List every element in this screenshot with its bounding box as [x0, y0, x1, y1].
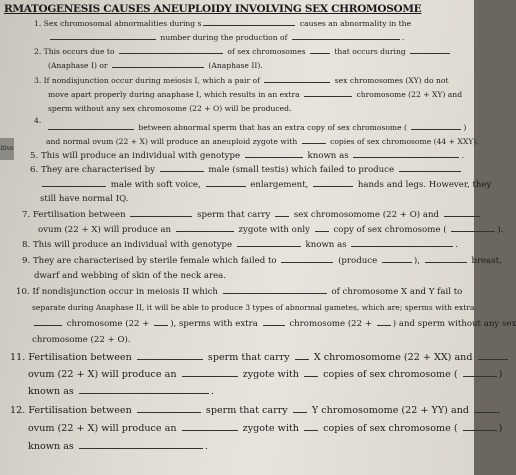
blank[interactable] [382, 261, 412, 263]
question-10-line-4: chromosome (22 + O). [32, 335, 131, 345]
blank[interactable] [304, 429, 318, 431]
blank[interactable] [34, 324, 62, 326]
blank[interactable] [176, 230, 234, 232]
question-12-line-1: 12. Fertilisation between sperm that carry Y chromosomome (22 + YY) and [10, 405, 502, 416]
blank[interactable] [130, 215, 192, 217]
blank[interactable] [410, 52, 450, 54]
blank[interactable] [79, 447, 203, 449]
blank[interactable] [119, 52, 223, 54]
question-9-line-2: dwarf and webbing of skin of the neck area. [34, 271, 227, 281]
question-11-line-1: 11. Fertilisation between sperm that carry X chromosomome (22 + XX) and [10, 352, 510, 363]
question-12-line-2: ovum (22 + X) will produce an zygote with copies of sex chromosome ( ) [28, 423, 503, 434]
blank[interactable] [463, 375, 497, 377]
blank[interactable] [474, 411, 500, 413]
blank[interactable] [182, 429, 238, 431]
question-9-line-1: 9. They are characterised by sterile female which failed to (produce ), breast, [22, 256, 502, 266]
blank[interactable] [310, 52, 330, 54]
blank[interactable] [42, 185, 106, 187]
blank[interactable] [295, 358, 309, 360]
question-2-line-2: (Anaphase I) or (Anaphase II). [48, 61, 263, 70]
question-10-line-2: separate during Anaphase II, it will be able to produce 3 types of abnormal gametes, which are; sperms with extra [32, 303, 475, 312]
blank[interactable] [411, 128, 461, 130]
blank[interactable] [302, 142, 326, 144]
question-3-line-1: 3. If nondisjunction occur during meiosis I, which a pair of sex chromosomes (XY) do not [34, 76, 449, 85]
question-4-line-1: between abnormal sperm that has an extra copy of sex chromosome ( ) [46, 123, 466, 132]
blank[interactable] [182, 375, 238, 377]
blank[interactable] [444, 215, 480, 217]
blank[interactable] [237, 245, 301, 247]
blank[interactable] [245, 156, 303, 158]
blank[interactable] [264, 81, 330, 83]
blank[interactable] [304, 375, 318, 377]
blank[interactable] [137, 358, 203, 360]
blank[interactable] [451, 230, 495, 232]
question-12-line-3: known as . [28, 441, 208, 452]
question-1-line-1: 1. Sex chromosomal abnormalities during s causes an abnormality in the [34, 19, 412, 28]
blank[interactable] [281, 261, 333, 263]
blank[interactable] [112, 66, 204, 68]
question-11-line-2: ovum (22 + X) will produce an zygote with copies of sex chromosome ( ) [28, 369, 503, 380]
question-4-line-2: and normal ovum (22 + X) will produce an aneuploid zygote with copies of sex chromosome (44 + XXY). [46, 137, 479, 146]
question-11-line-3: known as . [28, 386, 214, 397]
blank[interactable] [315, 230, 329, 232]
question-6-line-2: male with soft voice, enlargement, hands and legs. However, they [40, 180, 491, 190]
page-title: RMATOGENESIS CAUSES ANEUPLOIDY INVOLVING SEX CHROMOSOME [4, 3, 422, 15]
blank[interactable] [223, 292, 327, 294]
blank[interactable] [463, 429, 497, 431]
blank[interactable] [353, 156, 459, 158]
question-7-line-1: 7. Fertilisation between sperm that carry sex chromosomome (22 + O) and [22, 210, 482, 220]
blank[interactable] [48, 128, 134, 130]
question-10-line-3: chromosome (22 + ), sperms with extra chromosome (22 + ) and sperm without any sex [32, 319, 516, 329]
blank[interactable] [304, 95, 352, 97]
question-1-line-2: number during the production of . [48, 33, 404, 42]
question-7-line-2: ovum (22 + X) will produce an zygote with only copy of sex chromosome ( ). [38, 225, 504, 235]
question-3-line-3: sperm without any sex chromosome (22 + O) will be produced. [48, 104, 292, 113]
side-tab: itive [0, 138, 14, 160]
blank[interactable] [154, 324, 168, 326]
blank[interactable] [313, 185, 353, 187]
blank[interactable] [206, 185, 246, 187]
blank[interactable] [50, 38, 156, 40]
question-2-line-1: 2. This occurs due to of sex chromosomes that occurs during [34, 47, 452, 56]
blank[interactable] [293, 411, 307, 413]
blank[interactable] [263, 324, 285, 326]
blank[interactable] [137, 411, 201, 413]
blank[interactable] [425, 261, 467, 263]
question-5: 5. This will produce an individual with genotype known as . [30, 151, 465, 161]
blank[interactable] [79, 392, 209, 394]
question-10-line-1: 10. If nondisjunction occur in meiosis II which of chromosome X and Y fail to [16, 287, 463, 297]
blank[interactable] [351, 245, 453, 247]
question-6-line-3: still have normal IQ. [40, 194, 129, 204]
question-8: 8. This will produce an individual with genotype known as . [22, 240, 459, 250]
blank[interactable] [203, 24, 295, 26]
question-4-num: 4. [34, 116, 42, 125]
blank[interactable] [160, 170, 204, 172]
blank[interactable] [399, 170, 461, 172]
question-3-line-2: move apart properly during anaphase I, which results in an extra chromosome (22 + XY) and [48, 90, 463, 99]
question-6-line-1: 6. They are characterised by male (small testis) which failed to produce [30, 165, 463, 175]
blank[interactable] [377, 324, 391, 326]
blank[interactable] [275, 215, 289, 217]
blank[interactable] [292, 38, 400, 40]
blank[interactable] [478, 358, 508, 360]
